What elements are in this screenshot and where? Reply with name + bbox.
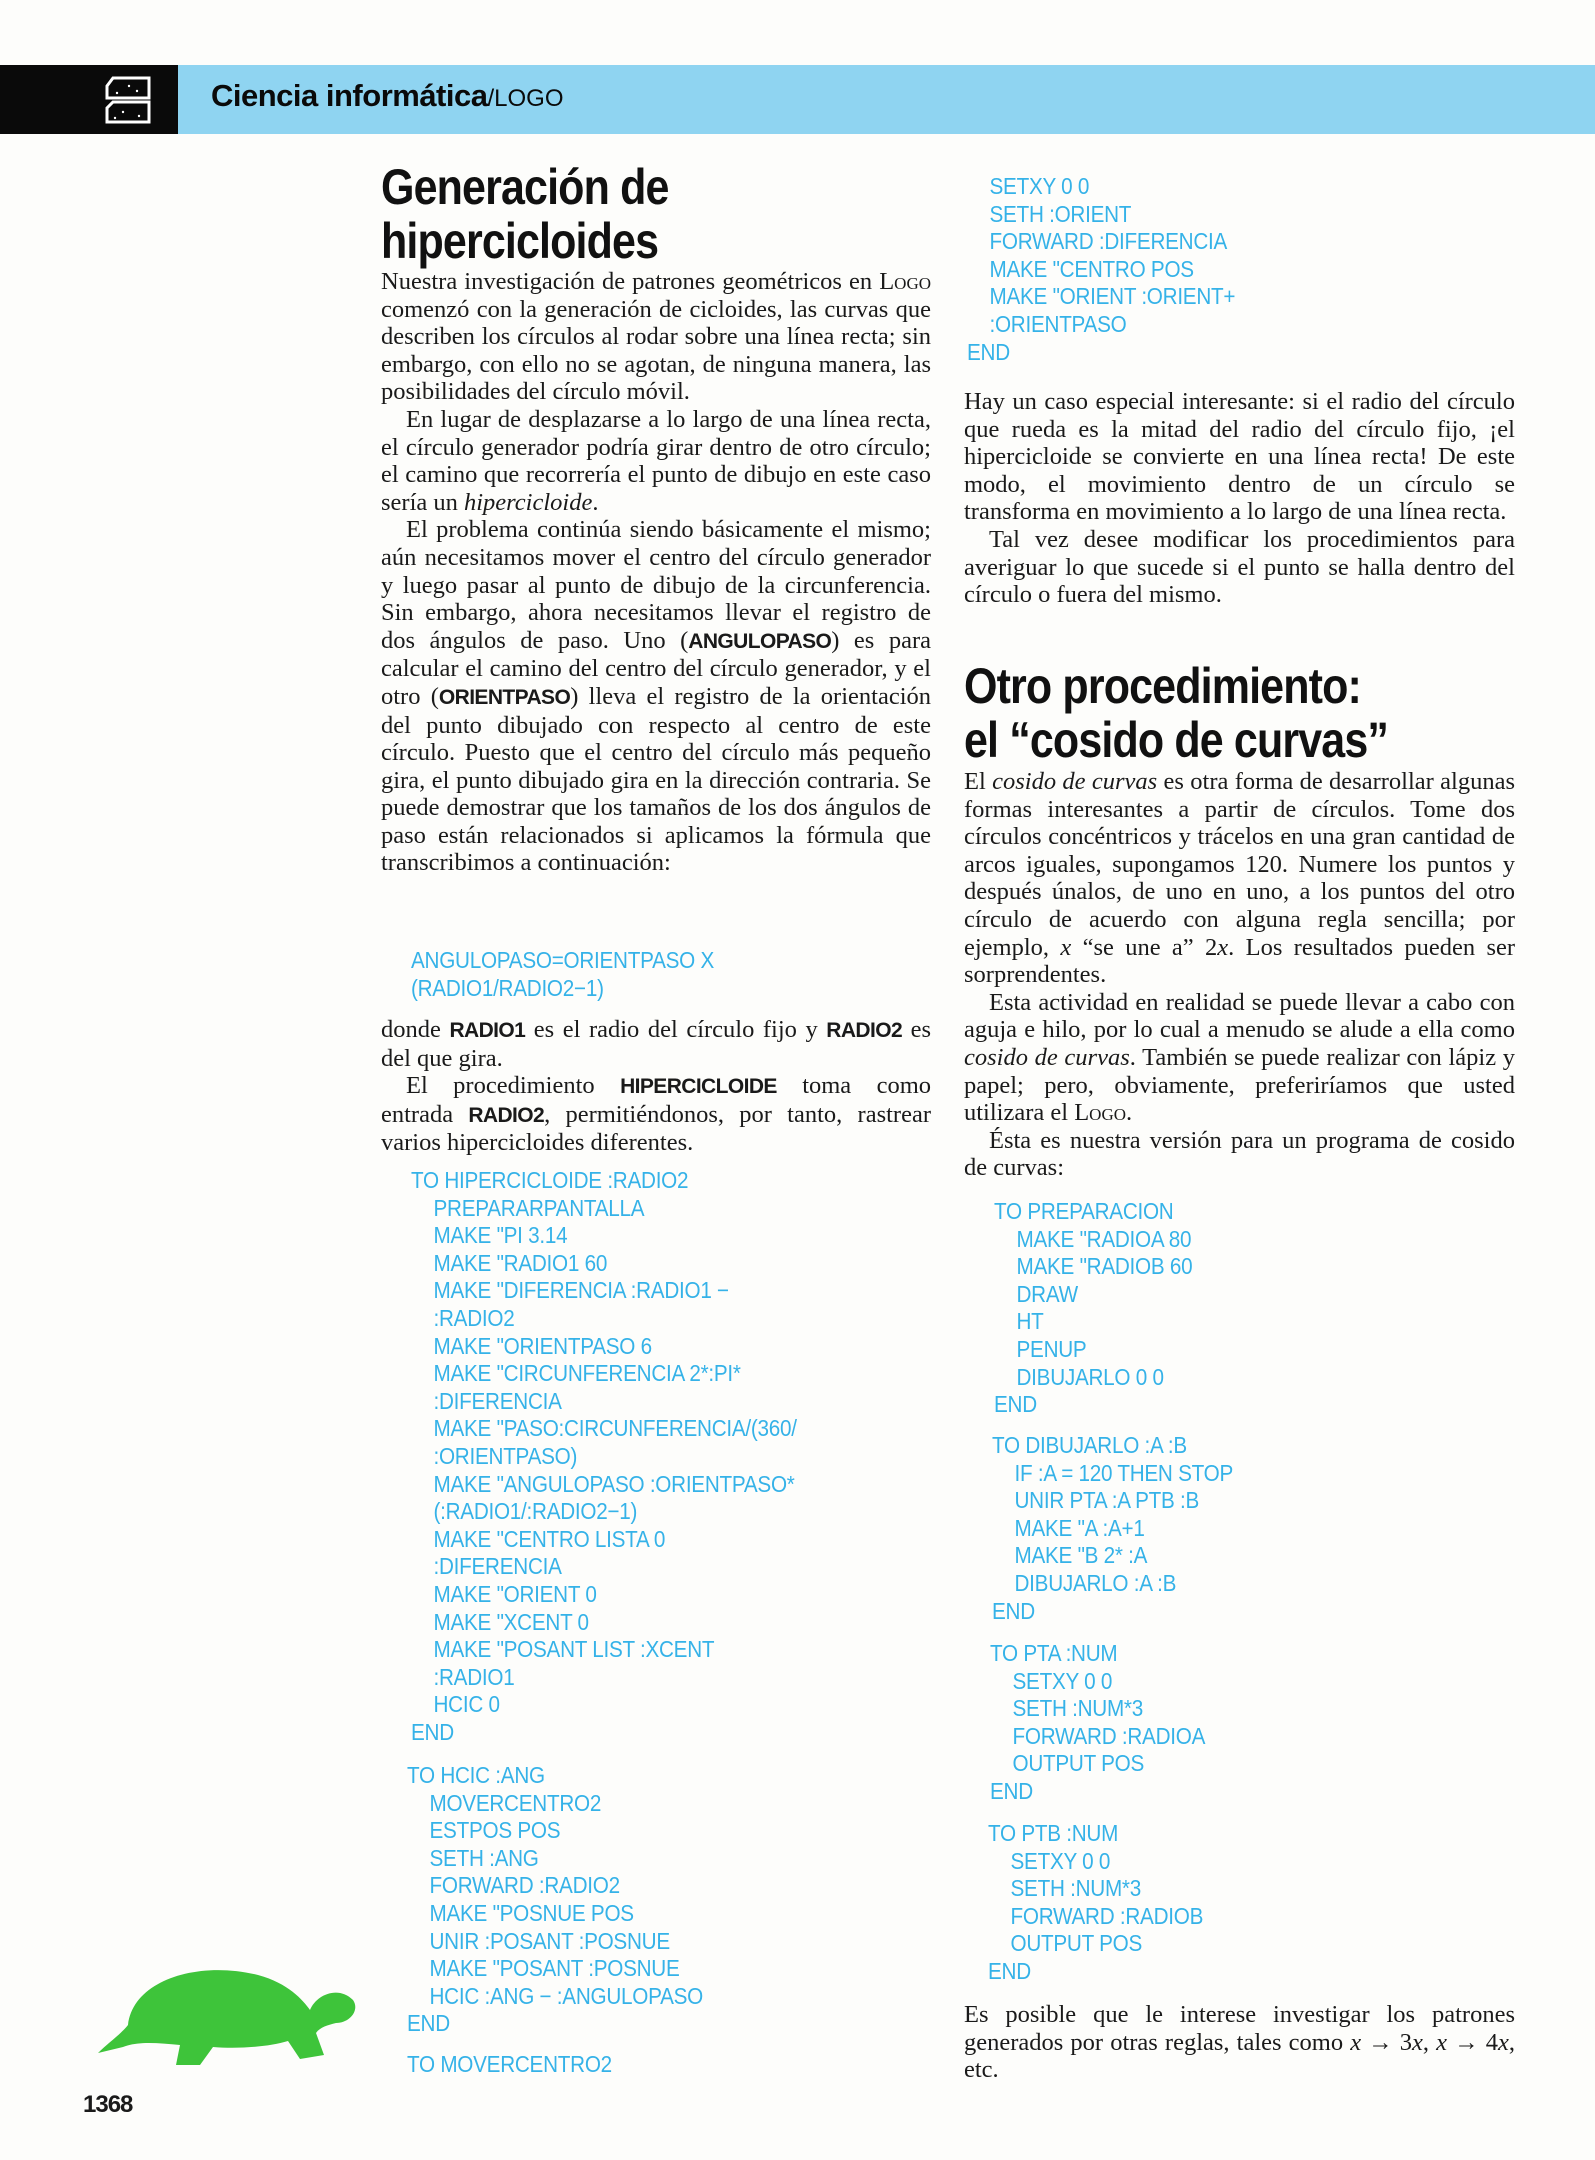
text-run: Es posible que le interese investigar los patrones generados por otras reglas, tales como: [964, 2001, 1515, 2056]
text-run: x: [1060, 933, 1072, 961]
code-line: END: [992, 1597, 1035, 1624]
text-run: Nuestra investigación de patrones geométricos en: [381, 268, 880, 295]
code-line: TO HIPERCICLOIDE :RADIO2: [411, 1167, 689, 1193]
text-run: ) lleva el registro de la orientación del punto dibujado con respecto al centro de este círculo. Puesto que el centro del círculo más pequeño gira, el punto dibujado gira en la dirección contraria. Se puede demostrar que los tamaños de los dos ángulos de paso están relacionados si aplicamos la fórmula que transcribimos a continuación:: [381, 682, 932, 877]
code-line: PENUP: [1016, 1335, 1087, 1362]
code-line: MAKE "A :A+1: [1014, 1514, 1145, 1541]
text-run: “se une a” 2: [1071, 933, 1218, 961]
code-line: SETXY 0 0: [989, 173, 1090, 199]
code-line: MAKE "CENTRO POS: [989, 255, 1194, 282]
code-line: TO MOVERCENTRO2: [407, 2051, 612, 2077]
left-column-cont: [381, 1016, 931, 1157]
section-title-sub: /LOGO: [487, 85, 564, 112]
code-line: SETXY 0 0: [1010, 1847, 1111, 1874]
code-line: END: [990, 1777, 1033, 1804]
code-line: MAKE "POSANT LIST :XCENT: [433, 1636, 715, 1663]
text-run: x: [1498, 2028, 1509, 2056]
code-line: END: [411, 1718, 454, 1745]
text-run: Ésta es nuestra versión para un programa de cosido de curvas:: [964, 1126, 1515, 1182]
code-line: MAKE "PASO:CIRCUNFERENCIA/(360/: [433, 1415, 797, 1442]
text-run: Logo: [879, 268, 931, 295]
code-line: (:RADIO1/:RADIO2−1): [433, 1498, 638, 1525]
code-line: MAKE "ORIENT 0: [433, 1580, 597, 1607]
text-run: comenzó con la generación de cicloides, las curvas que describen los círculos al rodar sobre una línea recta; sin embargo, con ello no se agotan, de ninguna manera, las posibilidades del círculo móvil.: [381, 295, 931, 406]
code-line: MOVERCENTRO2: [429, 1789, 602, 1816]
paragraph: [964, 2001, 1515, 2084]
code-preparacion: [994, 1198, 1214, 1419]
text-run: donde: [381, 1016, 450, 1043]
text-run: , etc.: [964, 2028, 1515, 2084]
code-line: SETXY 0 0: [1012, 1667, 1113, 1694]
text-run: → 4: [1447, 2028, 1498, 2056]
paragraph: [964, 526, 1515, 609]
code-line: HCIC :ANG − :ANGULOPASO: [429, 1982, 704, 2009]
article-title: [381, 160, 854, 268]
code-line: OUTPUT POS: [1010, 1930, 1142, 1957]
code-line: MAKE "CIRCUNFERENCIA 2*:PI*: [433, 1360, 741, 1387]
code-term: ANGULOPASO: [688, 629, 832, 653]
code-line: MAKE "POSNUE POS: [429, 1899, 634, 1926]
code-line: PREPARARPANTALLA: [433, 1194, 645, 1221]
paragraph: [381, 516, 931, 877]
code-line: :RADIO2: [433, 1304, 515, 1331]
heading-line: el “cosido de curvas”: [964, 712, 1389, 768]
text-run: es el radio del círculo fijo y: [525, 1016, 827, 1043]
code-term: RADIO2: [826, 1019, 903, 1042]
code-line: UNIR :POSANT :POSNUE: [429, 1927, 670, 1954]
code-line: END: [994, 1391, 1037, 1418]
text-run: ,: [1422, 2028, 1437, 2056]
floppy-disk-icon: [103, 74, 155, 126]
code-term: RADIO1: [449, 1019, 526, 1042]
page-number: 1368: [83, 2091, 133, 2118]
code-line: END: [967, 338, 1010, 365]
code-line: MAKE "XCENT 0: [433, 1608, 589, 1635]
code-line: UNIR PTA :A PTB :B: [1014, 1487, 1200, 1514]
code-line: MAKE "RADIO1 60: [433, 1249, 608, 1276]
code-line: SETH :ANG: [429, 1844, 539, 1871]
code-line: MAKE "CENTRO LISTA 0: [433, 1525, 666, 1552]
code-line: SETH :NUM*3: [1012, 1695, 1143, 1722]
code-line: TO PREPARACION: [994, 1198, 1174, 1224]
code-line: MAKE "POSANT :POSNUE: [429, 1955, 680, 1982]
text-run: ) es para calcular el camino del centro del círculo generador, y el otro (: [381, 626, 931, 710]
code-line: MAKE "RADIOA 80: [1016, 1225, 1192, 1252]
code-line: ESTPOS POS: [429, 1817, 561, 1844]
code-line: MAKE "ORIENT :ORIENT+: [989, 283, 1236, 310]
turtle-illustration: [88, 1955, 363, 2077]
code-line: DIBUJARLO 0 0: [1016, 1363, 1164, 1390]
code-line: SETH :ORIENT: [989, 200, 1132, 227]
code-line: HT: [1016, 1308, 1044, 1335]
code-line: OUTPUT POS: [1012, 1750, 1144, 1777]
paragraph: [381, 268, 931, 406]
text-run: hipercicloide: [464, 488, 593, 516]
code-ptb: [988, 1820, 1227, 1986]
text-run: x: [1412, 2028, 1423, 2056]
text-run: es del que gira.: [381, 1016, 931, 1072]
code-line: DRAW: [1016, 1280, 1078, 1307]
code-line: MAKE "DIFERENCIA :RADIO1 −: [433, 1277, 729, 1304]
right-column-cont: [964, 768, 1515, 1182]
left-column: [381, 160, 931, 877]
code-line: IF :A = 120 THEN STOP: [1014, 1459, 1233, 1486]
code-line: :ORIENTPASO: [989, 310, 1127, 337]
code-line: MAKE "ANGULOPASO :ORIENTPASO*: [433, 1470, 795, 1497]
right-column-end: [964, 2001, 1515, 2084]
code-line: FORWARD :DIFERENCIA: [989, 228, 1228, 255]
code-pta: [990, 1640, 1229, 1806]
formula: [411, 947, 748, 1002]
heading-line: Otro procedimiento:: [964, 658, 1361, 714]
section-title: [211, 78, 564, 114]
code-line: TO PTA :NUM: [990, 1640, 1118, 1666]
code-line: ANGULOPASO=ORIENTPASO X: [411, 947, 715, 973]
code-term: RADIO2: [468, 1103, 545, 1127]
paragraph: [381, 406, 931, 516]
text-run: Esta actividad en realidad se puede llevar a cabo con aguja e hilo, por lo cual a menudo se alude a ella como: [964, 988, 1515, 1044]
right-column: [964, 388, 1515, 609]
code-line: HCIC 0: [433, 1691, 500, 1718]
title-line: hipercicloides: [381, 213, 659, 269]
code-line: :RADIO1: [433, 1663, 515, 1690]
text-run: → 3: [1361, 2028, 1413, 2056]
code-line: MAKE "PI 3.14: [433, 1222, 568, 1249]
code-line: END: [988, 1957, 1031, 1984]
code-hcic: [407, 1762, 736, 2038]
code-line: :ORIENTPASO): [433, 1442, 578, 1469]
code-term: ORIENTPASO: [438, 685, 571, 709]
text-run: .: [1126, 1099, 1133, 1127]
code-line: FORWARD :RADIO2: [429, 1872, 620, 1899]
title-line: Generación de: [381, 159, 669, 215]
code-line: MAKE "B 2* :A: [1014, 1542, 1148, 1569]
code-line: MAKE "ORIENTPASO 6: [433, 1332, 652, 1359]
text-run: , permitiéndonos, por tanto, rastrear varios hipercicloides diferentes.: [381, 1100, 931, 1157]
code-line: :DIFERENCIA: [433, 1387, 562, 1414]
section-title-main: Ciencia informática: [211, 78, 488, 113]
code-line: (RADIO1/RADIO2−1): [411, 974, 604, 1001]
text-run: es otra forma de desarrollar algunas formas interesantes a partir de círculos. Tome dos círculos concéntricos y trácelos en una gran cantidad de arcos iguales, supongamos 120. Numere los puntos y después únalos, de uno en uno, a los puntos del otro círculo de acuerdo con alguna regla sencilla; por ejemplo,: [964, 768, 1515, 961]
code-line: :DIFERENCIA: [433, 1553, 562, 1580]
paragraph: [964, 989, 1515, 1127]
paragraph: [381, 1016, 931, 1072]
code-hipercicloide: [411, 1167, 840, 1746]
text-run: Logo: [1074, 1099, 1126, 1127]
code-line: END: [407, 2010, 450, 2037]
text-run: cosido de curvas: [992, 768, 1158, 795]
code-line: FORWARD :RADIOA: [1012, 1722, 1206, 1749]
text-run: . También se puede realizar con lápiz y papel; pero, obviamente, preferiríamos que usted utilizara el: [964, 1043, 1515, 1127]
paragraph: [381, 1072, 931, 1157]
code-line: DIBUJARLO :A :B: [1014, 1569, 1177, 1596]
code-line: TO HCIC :ANG: [407, 1762, 545, 1788]
text-run: Tal vez desee modificar los procedimientos para averiguar lo que sucede si el punto se halla dentro del círculo o fuera del mismo.: [964, 525, 1515, 609]
text-run: toma como entrada: [381, 1072, 931, 1128]
code-line: TO PTB :NUM: [988, 1820, 1119, 1846]
text-run: x: [1217, 933, 1229, 961]
text-run: El procedimiento: [406, 1072, 621, 1100]
paragraph: [964, 1127, 1515, 1182]
section-heading: [964, 659, 1388, 767]
code-movercentro2-body: [967, 173, 1265, 366]
text-run: cosido de curvas: [964, 1043, 1130, 1071]
text-run: x: [1436, 2028, 1448, 2056]
paragraph: [964, 768, 1515, 989]
text-run: En lugar de desplazarse a lo largo de una línea recta, el círculo generador podría girar dentro de otro círculo; el camino que recorrería el punto de dibujo en este caso sería un: [381, 405, 931, 516]
text-run: El problema continúa siendo básicamente el mismo; aún necesitamos mover el centro del círculo generador y luego pasar al punto de dibujo de la circunferencia. Sin embargo, ahora necesitamos llevar el registro de dos ángulos de paso. Uno (: [381, 516, 931, 654]
code-movercentro2: [407, 2051, 635, 2079]
code-line: FORWARD :RADIOB: [1010, 1902, 1204, 1929]
code-line: SETH :NUM*3: [1010, 1875, 1141, 1902]
code-line: TO DIBUJARLO :A :B: [992, 1432, 1187, 1458]
text-run: .: [592, 488, 599, 516]
text-run: . Los resultados pueden ser sorprendentes.: [964, 933, 1516, 989]
code-dibujarlo: [992, 1432, 1260, 1625]
text-run: x: [1350, 2028, 1362, 2056]
code-term: HIPERCICLOIDE: [620, 1075, 777, 1099]
paragraph: [964, 388, 1515, 526]
text-run: Hay un caso especial interesante: si el radio del círculo que rueda es la mitad del radio del círculo fijo, ¡el hipercicloide se convierte en una línea recta! De este modo, el movimiento dentro de un círculo se transforma en movimiento a lo largo de una línea recta.: [964, 388, 1515, 526]
code-line: MAKE "RADIOB 60: [1016, 1253, 1193, 1280]
text-run: El: [964, 768, 993, 795]
